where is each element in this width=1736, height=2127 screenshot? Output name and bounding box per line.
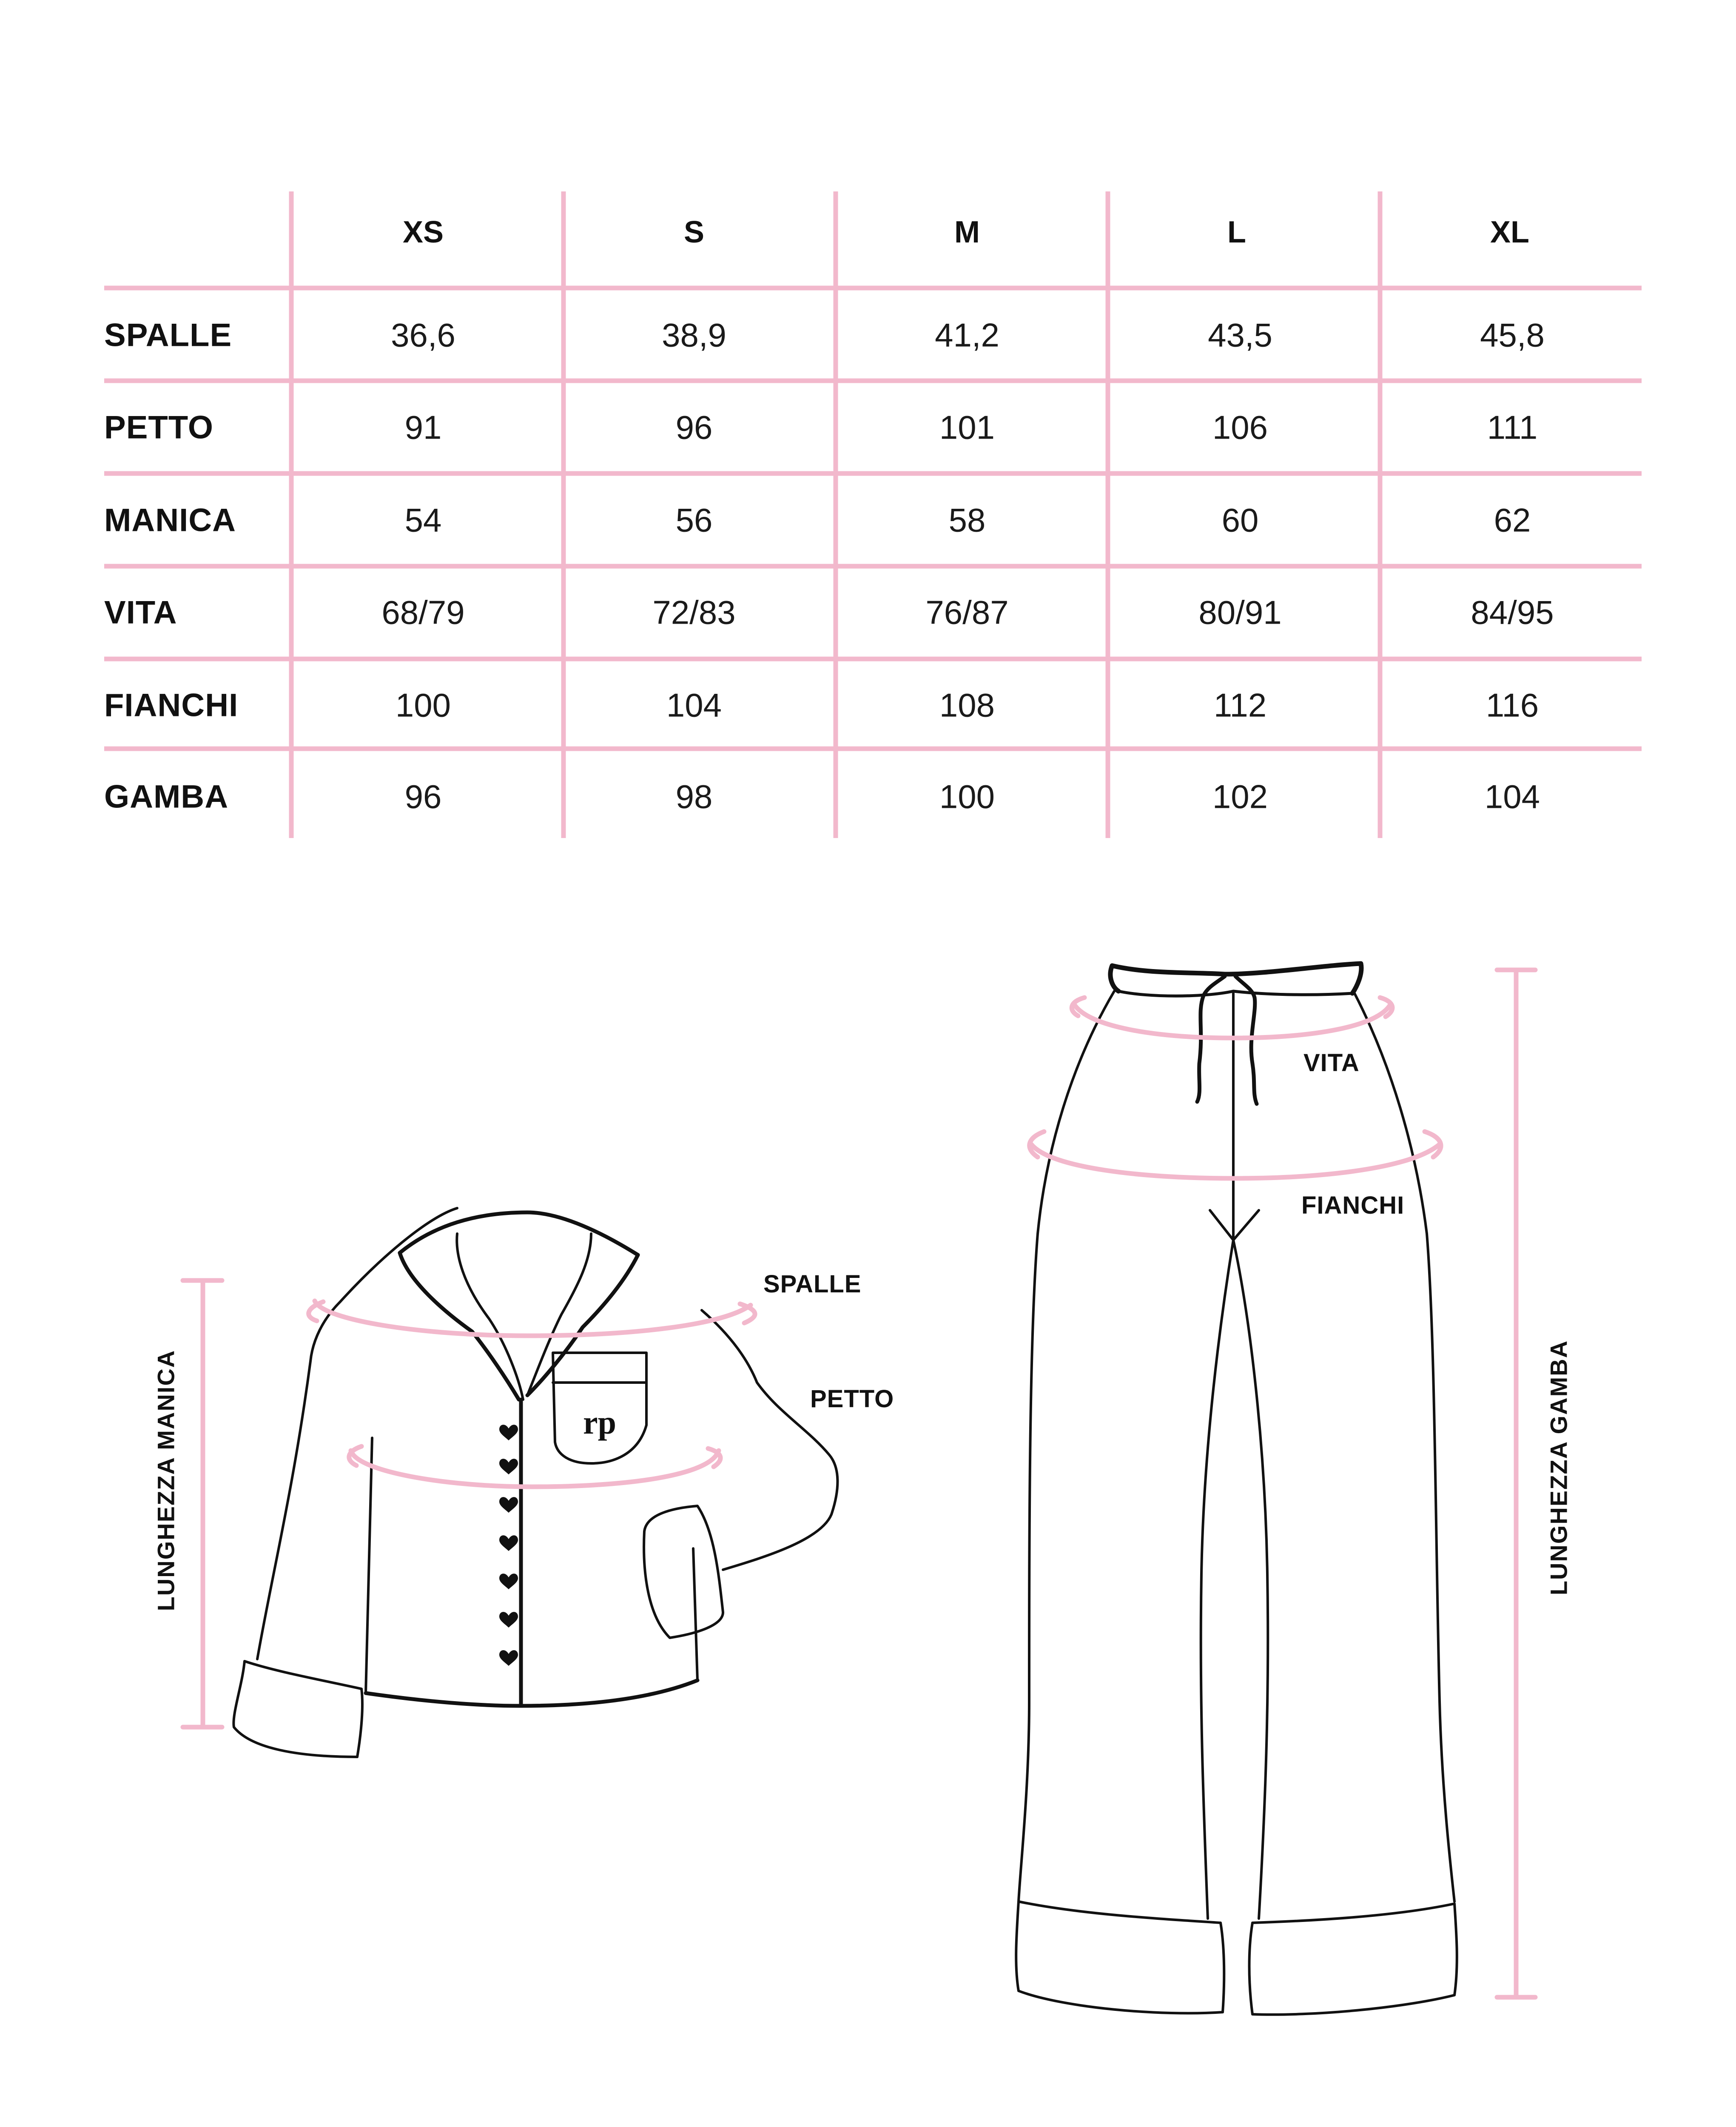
table-cell: 91 xyxy=(404,408,442,446)
leg-length-bar xyxy=(1497,970,1535,1997)
size-header-m: M xyxy=(954,215,980,249)
label-petto: PETTO xyxy=(810,1385,894,1413)
pants-illustration xyxy=(1016,964,1457,2015)
table-cell: 100 xyxy=(395,686,451,724)
row-label-gamba: GAMBA xyxy=(104,778,229,815)
table-cell: 102 xyxy=(1212,778,1268,815)
table-cell: 96 xyxy=(675,408,713,446)
row-label-spalle: SPALLE xyxy=(104,317,232,354)
table-cell: 76/87 xyxy=(925,593,1009,631)
pocket-logo: rp xyxy=(583,1404,616,1441)
table-cell: 106 xyxy=(1212,408,1268,446)
table-cell: 56 xyxy=(675,501,713,539)
table-cell: 62 xyxy=(1494,501,1531,539)
table-cell: 96 xyxy=(404,778,442,815)
table-cell: 45,8 xyxy=(1480,316,1545,354)
table-cell: 36,6 xyxy=(391,316,455,354)
table-cell: 104 xyxy=(666,686,722,724)
label-lunghezza-gamba: LUNGHEZZA GAMBA xyxy=(1545,1340,1572,1596)
table-cell: 100 xyxy=(939,778,995,815)
row-label-petto: PETTO xyxy=(104,409,213,446)
table-cell: 60 xyxy=(1221,501,1259,539)
petto-measure-ellipse xyxy=(351,1451,719,1487)
table-cell: 101 xyxy=(939,408,995,446)
size-header-xs: XS xyxy=(402,215,444,249)
pants-measure-ellipses xyxy=(1030,998,1441,1178)
table-cell: 58 xyxy=(948,501,986,539)
table-cell: 43,5 xyxy=(1208,316,1272,354)
row-label-fianchi: FIANCHI xyxy=(104,687,239,724)
label-spalle: SPALLE xyxy=(763,1270,862,1298)
row-label-manica: MANICA xyxy=(104,502,236,539)
table-cell: 104 xyxy=(1484,778,1540,815)
table-cell: 112 xyxy=(1213,686,1267,724)
table-cell: 54 xyxy=(404,501,442,539)
table-cell: 116 xyxy=(1486,686,1539,724)
table-cell: 84/95 xyxy=(1471,593,1554,631)
spalle-measure-ellipse xyxy=(315,1301,751,1336)
label-fianchi: FIANCHI xyxy=(1301,1192,1405,1219)
size-header-l: L xyxy=(1227,215,1246,249)
table-cell: 108 xyxy=(939,686,995,724)
fianchi-measure-ellipse xyxy=(1031,1144,1440,1178)
table-cell: 111 xyxy=(1487,408,1538,446)
label-vita: VITA xyxy=(1303,1049,1360,1077)
heart-buttons xyxy=(499,1425,518,1666)
size-header-s: S xyxy=(683,215,705,249)
table-cell: 41,2 xyxy=(935,316,999,354)
table-cell: 68/79 xyxy=(381,593,465,631)
table-cell: 80/91 xyxy=(1198,593,1282,631)
table-cell: 38,9 xyxy=(662,316,726,354)
size-header-xl: XL xyxy=(1490,215,1529,249)
row-label-vita: VITA xyxy=(104,594,177,631)
label-lunghezza-manica: LUNGHEZZA MANICA xyxy=(152,1349,179,1611)
table-cell: 72/83 xyxy=(652,593,736,631)
table-cell: 98 xyxy=(675,778,713,815)
shirt-measure-ellipses xyxy=(309,1301,755,1487)
shirt-illustration xyxy=(233,1208,837,1757)
sleeve-length-bar xyxy=(183,1280,222,1727)
